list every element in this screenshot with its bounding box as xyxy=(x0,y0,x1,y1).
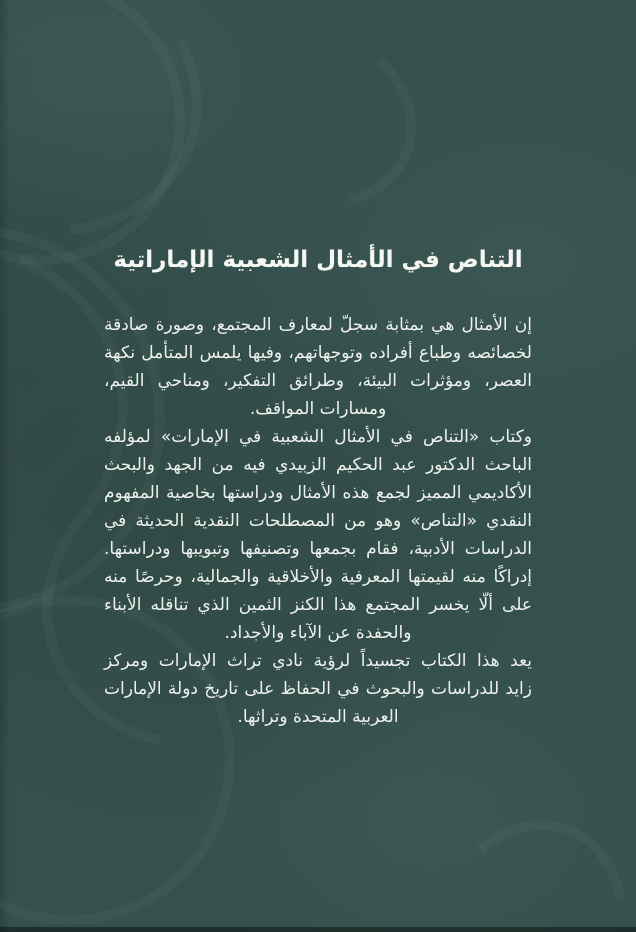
text-line: ومسارات المواقف. xyxy=(249,399,387,419)
paragraph xyxy=(104,647,532,731)
text-line: والحفدة عن الآباء والأجداد. xyxy=(224,623,412,643)
text-line: لخصائصه وطباع أفراده وتوجهاتهم، وفيها يلمس المتأمل نكهة xyxy=(104,343,532,363)
text-line: إدراكًا منه لقيمتها المعرفية والأخلاقية والجمالية، وحرصًا منه xyxy=(104,567,532,587)
text-line: العصر، ومؤثرات البيئة، وطرائق التفكير، ومناحي القيم، xyxy=(104,371,532,391)
text-line: النقدي «التناص» وهو من المصطلحات النقدية الحديثة في xyxy=(104,511,532,531)
text-line: الدراسات الأدبية، فقام بجمعها وتصنيفها وتبويبها ودراستها. xyxy=(104,539,532,559)
back-cover-blurb xyxy=(104,311,532,731)
text-line: زايد للدراسات والبحوث في الحفاظ على تاريخ دولة الإمارات xyxy=(104,679,532,699)
paragraph xyxy=(104,311,532,423)
book-title: التناص في الأمثال الشعبية الإماراتية xyxy=(113,247,523,273)
text-line: على ألّا يخسر المجتمع هذا الكنز الثمين الذي تناقله الأبناء xyxy=(104,595,532,615)
text-line: وكتاب «التناص في الأمثال الشعبية في الإمارات» لمؤلفه xyxy=(104,427,532,447)
text-line: إن الأمثال هي بمثابة سجلّ لمعارف المجتمع، وصورة صادقة xyxy=(104,315,532,335)
paragraph xyxy=(104,423,532,647)
bottom-edge-shadow xyxy=(0,927,636,932)
text-line: الأكاديمي المميز لجمع هذه الأمثال ودراستها بخاصية المفهوم xyxy=(104,483,532,503)
text-line: العربية المتحدة وتراثها. xyxy=(237,707,399,727)
text-line: يعد هذا الكتاب تجسيداً لرؤية نادي تراث الإمارات ومركز xyxy=(104,651,532,671)
text-line: الباحث الدكتور عبد الحكيم الزبيدي فيه من الجهد والبحث xyxy=(104,455,532,475)
